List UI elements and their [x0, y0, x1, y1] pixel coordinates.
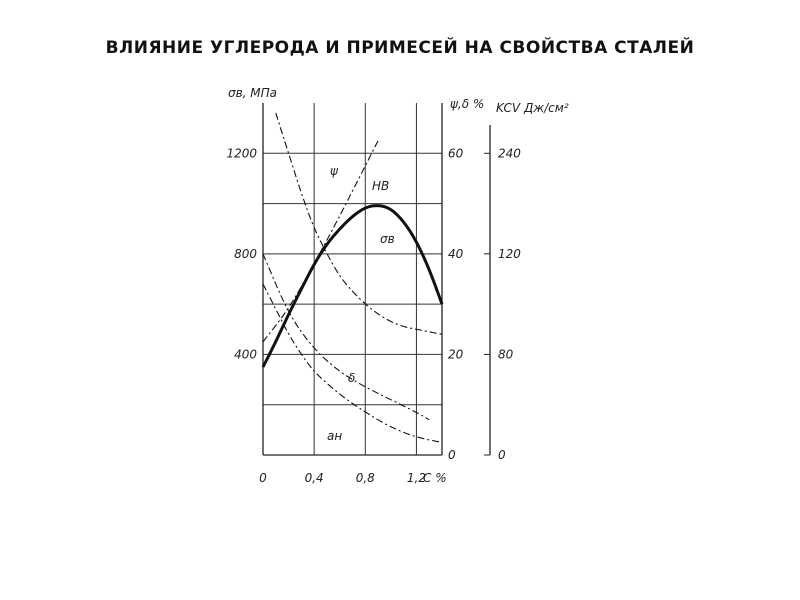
- kcv-tick-label: 0: [498, 448, 506, 462]
- chart-series: [263, 113, 442, 442]
- curve-label: σв: [380, 232, 395, 246]
- x-tick-label: 0: [259, 471, 267, 485]
- slide-title: ВЛИЯНИЕ УГЛЕРОДА И ПРИМЕСЕЙ НА СВОЙСТВА СТАЛЕЙ: [105, 38, 695, 58]
- series-line-delta: [263, 254, 429, 420]
- series-line-psi: [276, 113, 442, 334]
- right-tick-label: 20: [448, 347, 464, 362]
- right-tick-label: 60: [448, 146, 464, 161]
- chart-ticks: [226, 146, 521, 485]
- right-tick-label: 0: [448, 448, 456, 462]
- left-tick-label: 800: [234, 246, 257, 261]
- left-axis-title: σв, МПа: [228, 86, 278, 100]
- left-tick-label: 1200: [226, 146, 257, 161]
- curve-label: δ: [348, 371, 356, 385]
- curve-label: aн: [327, 429, 343, 443]
- series-line-an: [263, 284, 442, 442]
- curve-label: HB: [372, 179, 390, 193]
- x-tick-label: 0,4: [304, 471, 324, 485]
- kcv-tick-label: 120: [498, 246, 521, 261]
- right-tick-label: 40: [448, 246, 464, 261]
- chart-grid: [263, 103, 442, 455]
- x-axis-title: C %: [423, 471, 447, 485]
- series-line-sigma: [263, 206, 442, 367]
- x-tick-label: 1,2: [406, 471, 426, 485]
- curve-label: ψ: [330, 164, 338, 178]
- kcv-axis-title: KCV Дж/см²: [496, 101, 569, 115]
- kcv-tick-label: 80: [498, 347, 514, 362]
- right-axis-title: ψ,δ %: [450, 97, 485, 111]
- kcv-tick-label: 240: [498, 146, 521, 161]
- x-tick-label: 0,8: [355, 471, 375, 485]
- left-tick-label: 400: [234, 347, 257, 362]
